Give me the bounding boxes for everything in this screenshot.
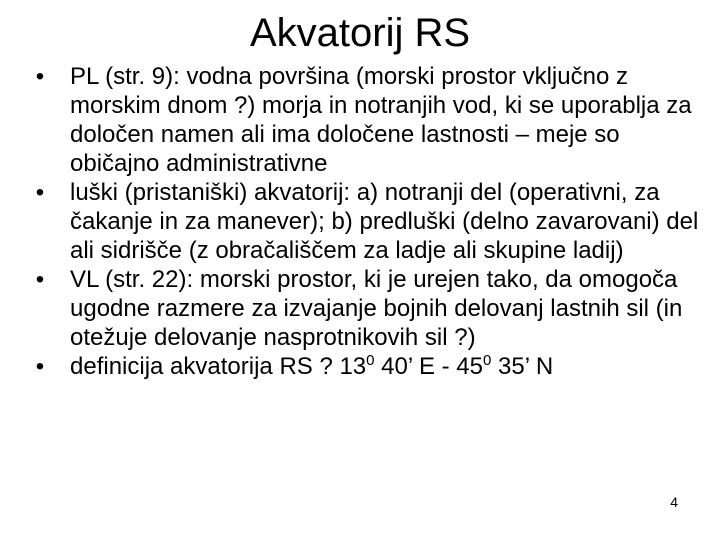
bullet-list [30, 62, 706, 381]
coord-text-3: 35’ N [491, 353, 554, 380]
degree-sup-2: 0 [483, 352, 492, 369]
bullet-item [30, 178, 706, 265]
bullet-marker: • [35, 63, 45, 90]
bullet-text: VL (str. 22): morski prostor, ki je urejen tako, da omogoča ugodne razmere za izvajanje bojnih delovanj lastnih sil (in otežuje delovanje nasprotnikovih sil ?) [70, 266, 683, 351]
page-number: 4 [670, 494, 678, 510]
slide-title [0, 8, 720, 58]
bullet-marker: • [35, 179, 45, 206]
bullet-marker: • [35, 353, 45, 380]
slide-title-text: Akvatorij RS [249, 11, 471, 55]
coord-text-1: definicija akvatorija RS ? 13 [70, 353, 367, 380]
bullet-item [30, 352, 706, 381]
bullet-text: luški (pristaniški) akvatorij: a) notranji del (operativni, za čakanje in za manever); b) predluški (delno zavarovani) del ali sidrišče (z obračališčem za ladje ali skupine ladij) [70, 179, 699, 264]
coord-text-2: 40’ E - 45 [374, 353, 484, 380]
bullet-marker: • [35, 266, 45, 293]
bullet-text-coordinates [70, 353, 553, 380]
bullet-item [30, 265, 706, 352]
bullet-item [30, 62, 706, 178]
bullet-text: PL (str. 9): vodna površina (morski prostor vključno z morskim dnom ?) morja in notranjih vod, ki se uporablja za določen namen ali ima določene lastnosti – meje so običajno administrativne [70, 63, 692, 177]
degree-sup-1: 0 [366, 352, 375, 369]
